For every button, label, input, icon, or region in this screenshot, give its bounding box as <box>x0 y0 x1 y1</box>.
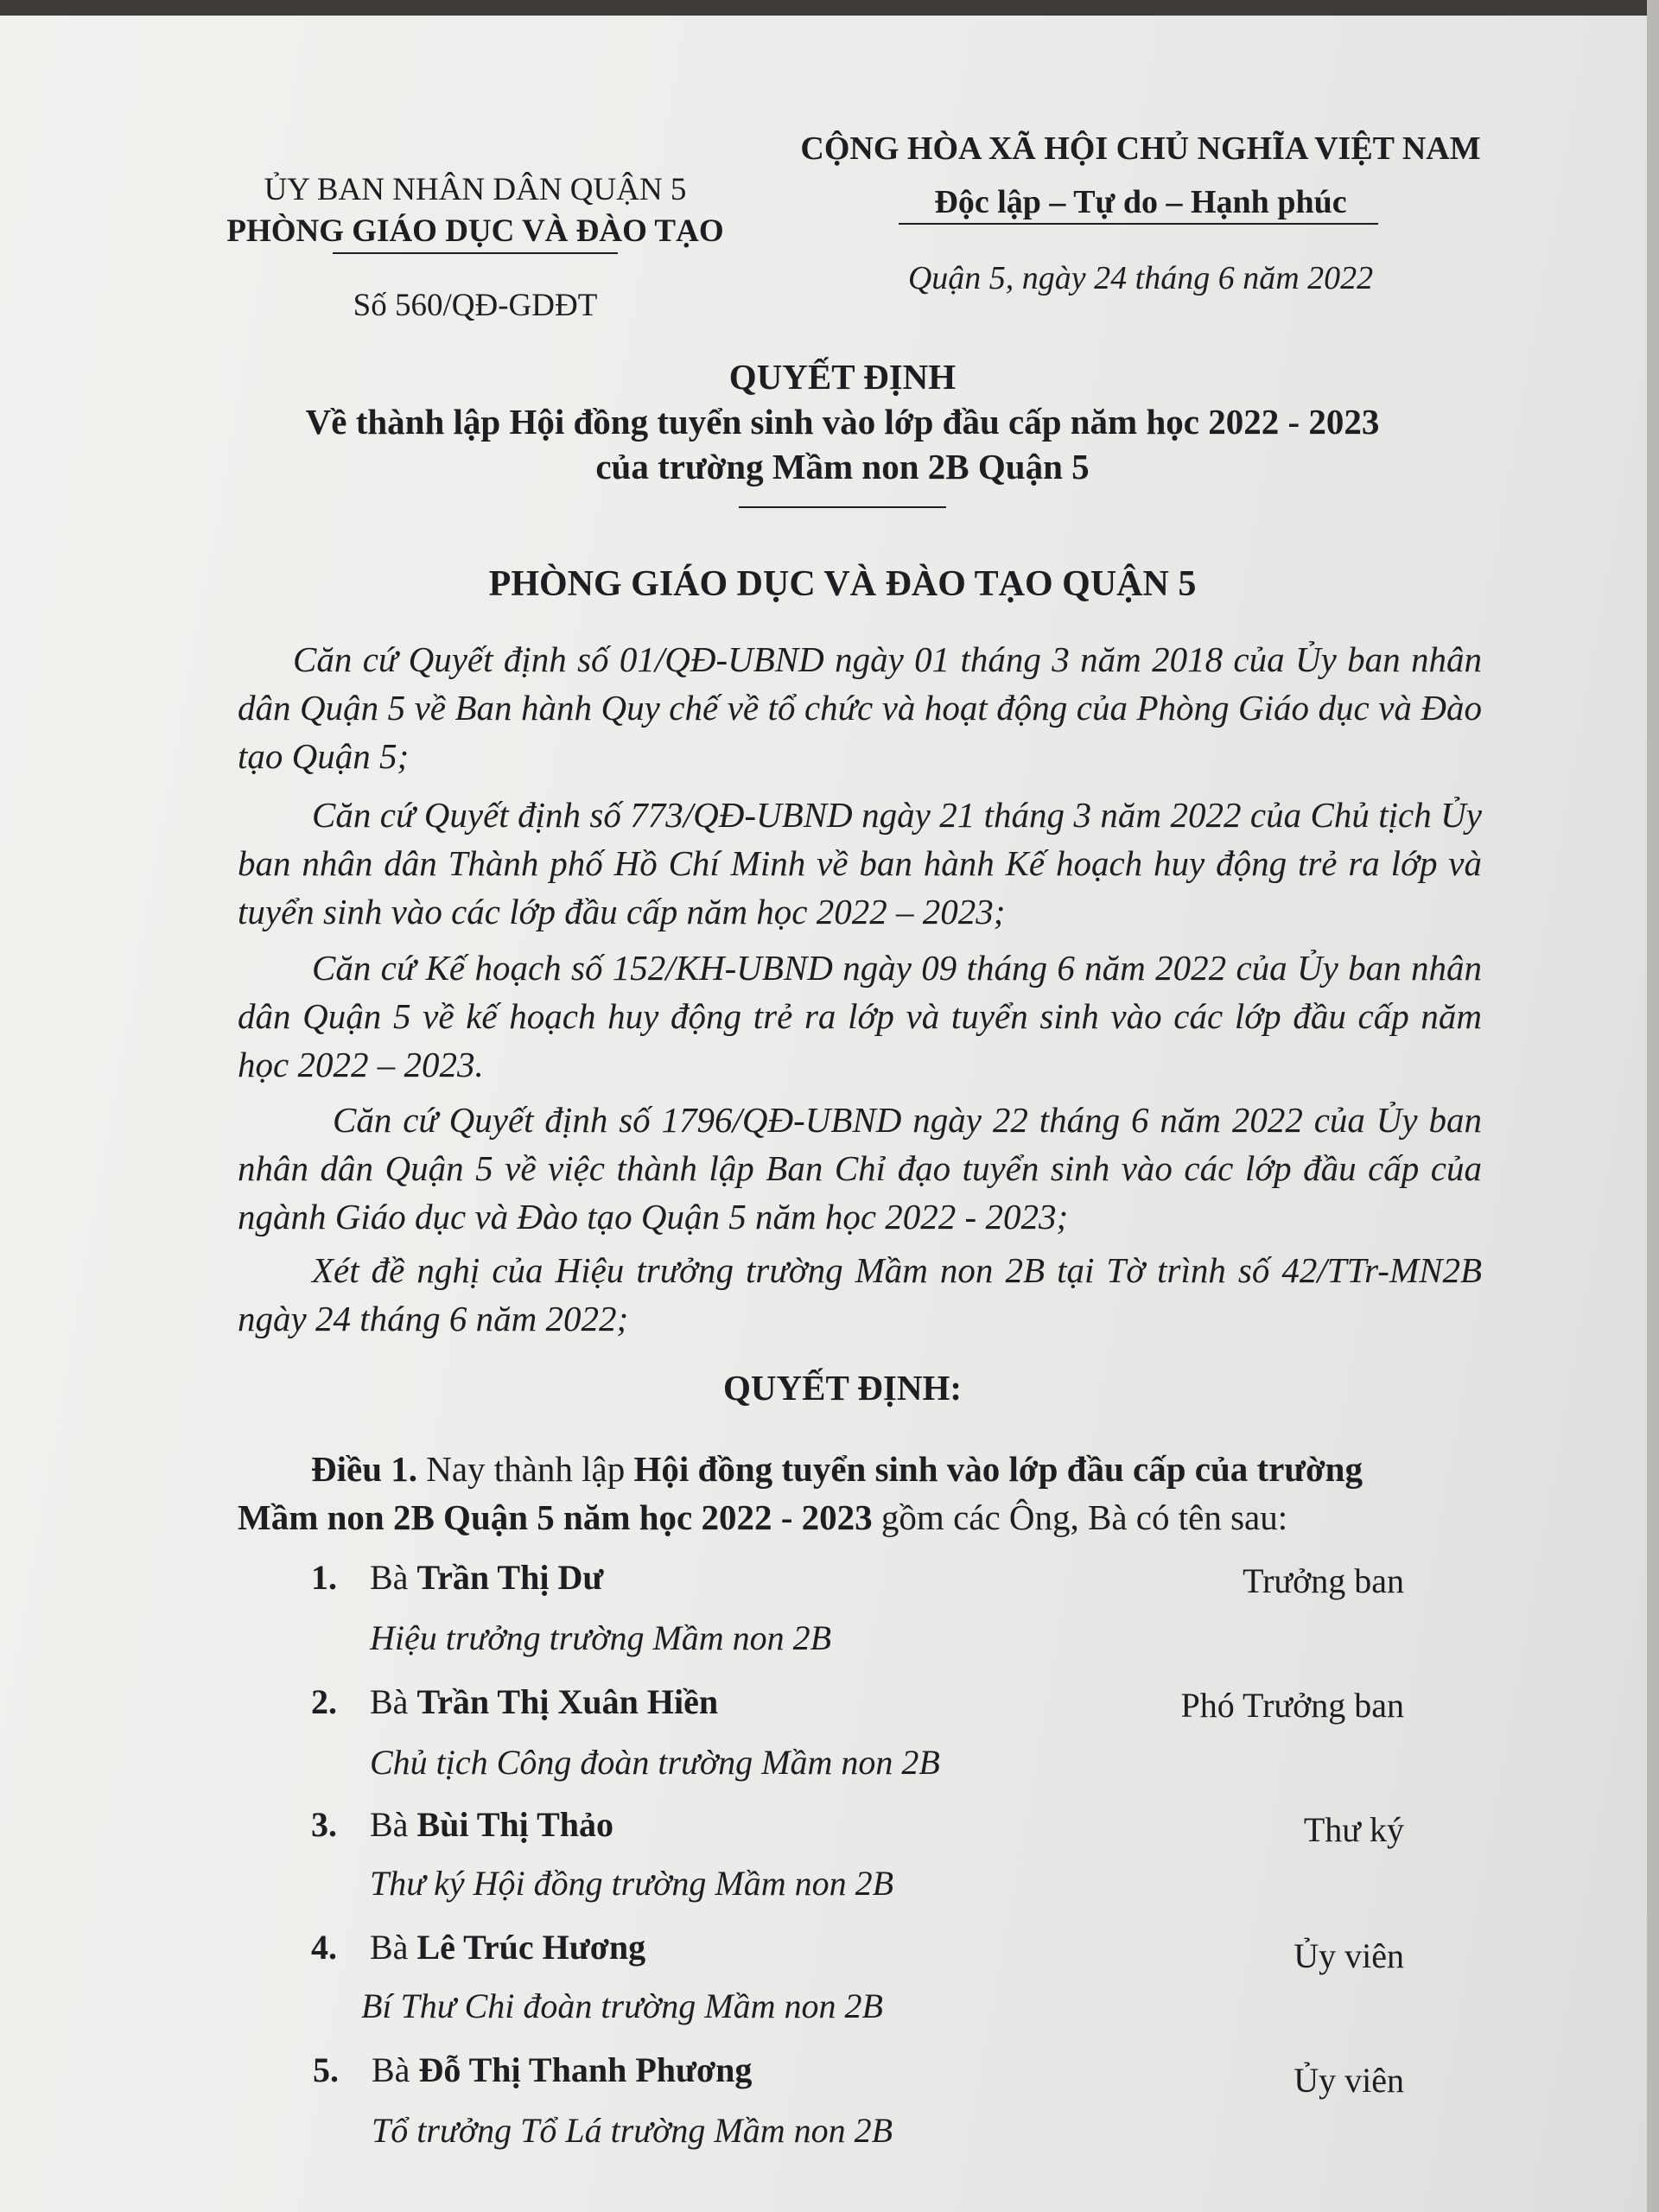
member-2-title: Chủ tịch Công đoàn trường Mầm non 2B <box>370 1743 940 1782</box>
member-1-role: Trưởng ban <box>1243 1561 1404 1600</box>
member-4-title: Bí Thư Chi đoàn trường Mầm non 2B <box>361 1986 883 2025</box>
member-4-number: 4. <box>311 1928 337 1967</box>
member-3-title: Thư ký Hội đồng trường Mầm non 2B <box>370 1864 894 1903</box>
article-1-line2: Mầm non 2B Quận 5 năm học 2022 - 2023 gồm các Ông, Bà có tên sau: <box>238 1497 1288 1537</box>
national-motto: Độc lập – Tự do – Hạnh phúc <box>934 184 1347 220</box>
member-3-name: Bà Bùi Thị Thảo <box>370 1805 613 1844</box>
national-title: CỘNG HÒA XÃ HỘI CHỦ NGHĨA VIỆT NAM <box>800 130 1481 167</box>
page-top-edge <box>0 0 1659 16</box>
member-5-role: Ủy viên <box>1294 2061 1404 2100</box>
issuer-department: PHÒNG GIÁO DỤC VÀ ĐÀO TẠO <box>226 213 724 249</box>
member-2-name: Bà Trần Thị Xuân Hiền <box>370 1682 719 1721</box>
decision-title: QUYẾT ĐỊNH <box>728 357 957 397</box>
recital-1: Căn cứ Quyết định số 01/QĐ-UBND ngày 01 tháng 3 năm 2018 của Ủy ban nhân dân Quận 5 về Ban hành Quy chế về tổ chức và hoạt động của Phòng Giáo dục và Đào tạo Quận 5; <box>238 639 1482 776</box>
recital-4: Căn cứ Quyết định số 1796/QĐ-UBND ngày 22 tháng 6 năm 2022 của Ủy ban nhân dân Quận 5 về việc thành lập Ban Chỉ đạo tuyển sinh vào các lớp đầu cấp của ngành Giáo dục và Đào tạo Quận 5 năm học 2022 - 2023; <box>238 1100 1482 1236</box>
member-2-number: 2. <box>311 1682 337 1721</box>
document-number: Số 560/QĐ-GDĐT <box>353 288 598 323</box>
decision-subject-line1: Về thành lập Hội đồng tuyển sinh vào lớp đầu cấp năm học 2022 - 2023 <box>305 402 1380 442</box>
recital-3: Căn cứ Kế hoạch số 152/KH-UBND ngày 09 tháng 6 năm 2022 của Ủy ban nhân dân Quận 5 về kế hoạch huy động trẻ ra lớp và tuyển sinh vào các lớp đầu cấp năm học 2022 – 2023. <box>238 948 1482 1084</box>
title-separator <box>739 506 946 508</box>
member-4-role: Ủy viên <box>1294 1936 1404 1975</box>
member-1-number: 1. <box>311 1558 337 1597</box>
issuing-authority: PHÒNG GIÁO DỤC VÀ ĐÀO TẠO QUẬN 5 <box>488 564 1197 604</box>
member-5-name: Bà Đỗ Thị Thanh Phương <box>372 2050 753 2089</box>
member-2-role: Phó Trưởng ban <box>1180 1686 1404 1725</box>
motto-underline <box>899 223 1378 225</box>
issuer-underline <box>333 252 618 254</box>
decision-heading: QUYẾT ĐỊNH: <box>722 1368 963 1408</box>
member-1-name: Bà Trần Thị Dư <box>370 1558 604 1597</box>
member-5-title: Tổ trưởng Tổ Lá trường Mầm non 2B <box>372 2111 893 2150</box>
member-1-title: Hiệu trưởng trường Mầm non 2B <box>370 1618 832 1657</box>
issuer-council: ỦY BAN NHÂN DÂN QUẬN 5 <box>264 172 687 207</box>
member-3-role: Thư ký <box>1303 1810 1404 1849</box>
recital-5: Xét đề nghị của Hiệu trưởng trường Mầm non 2B tại Tờ trình số 42/TTr-MN2B ngày 24 tháng 6 năm 2022; <box>238 1250 1482 1338</box>
issue-date: Quận 5, ngày 24 tháng 6 năm 2022 <box>907 260 1374 296</box>
member-5-number: 5. <box>313 2050 339 2089</box>
member-3-number: 3. <box>311 1805 337 1844</box>
member-4-name: Bà Lê Trúc Hương <box>370 1928 646 1967</box>
decision-subject-line2: của trường Mầm non 2B Quận 5 <box>595 447 1090 486</box>
recital-2: Căn cứ Quyết định số 773/QĐ-UBND ngày 21 tháng 3 năm 2022 của Chủ tịch Ủy ban nhân dân Thành phố Hồ Chí Minh về ban hành Kế hoạch huy động trẻ ra lớp và tuyển sinh vào các lớp đầu cấp năm học 2022 – 2023; <box>238 795 1482 931</box>
page-right-edge <box>1647 0 1659 2212</box>
article-1-line1: Điều 1. Nay thành lập Hội đồng tuyển sinh vào lớp đầu cấp của trường <box>311 1449 1363 1489</box>
